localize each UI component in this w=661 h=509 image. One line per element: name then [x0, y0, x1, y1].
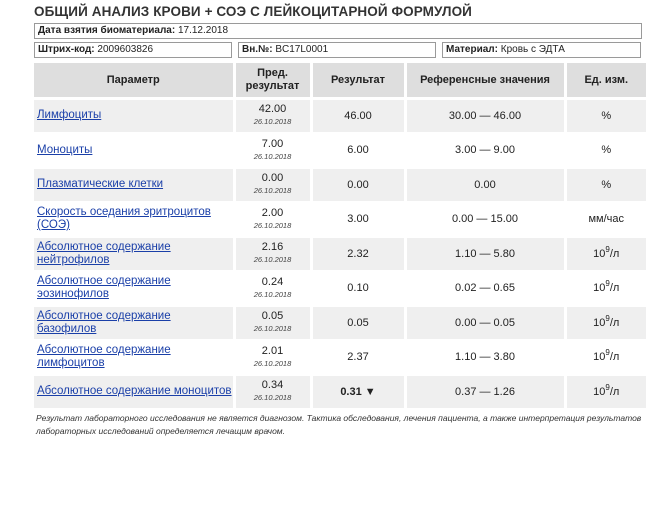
table-row [34, 202, 646, 237]
report-title: ОБЩИЙ АНАЛИЗ КРОВИ + СОЭ С ЛЕЙКОЦИТАРНОЙ ФОРМУЛОЙ [34, 4, 472, 19]
result-value: 46.00 [344, 109, 372, 122]
prev-result-value: 0.05 [261, 310, 284, 323]
prev-result-date: 26.10.2018 [253, 186, 292, 196]
param-cell [34, 340, 234, 375]
prev-result-date: 26.10.2018 [253, 358, 292, 368]
prev-result-date: 26.10.2018 [253, 393, 292, 403]
table-row [34, 133, 646, 168]
result-cell [311, 271, 405, 306]
prev-result-cell [234, 271, 311, 306]
param-link[interactable]: Моноциты [37, 143, 93, 156]
table-row [34, 271, 646, 306]
col-header-param: Параметр [34, 63, 234, 99]
reference-cell [405, 375, 565, 408]
reference-value: 0.37 — 1.26 [455, 385, 515, 398]
prev-result-cell [234, 133, 311, 168]
result-cell [311, 375, 405, 408]
result-cell [311, 237, 405, 272]
barcode-value: 2009603826 [97, 44, 154, 55]
barcode-box [34, 42, 232, 58]
prev-result-value: 2.00 [261, 206, 284, 219]
internal-number-label: Вн.№: [242, 44, 273, 55]
reference-cell [405, 99, 565, 134]
param-link[interactable]: Абсолютное содержание нейтрофилов [37, 240, 171, 266]
unit-suffix: /л [609, 282, 620, 295]
reference-value: 3.00 — 9.00 [455, 144, 515, 157]
result-value: 2.37 [347, 351, 369, 364]
result-value: 0.31 ▼ [340, 385, 376, 398]
prev-result-date: 26.10.2018 [253, 324, 292, 334]
unit-cell [565, 375, 646, 408]
prev-result-value: 0.00 [261, 172, 284, 185]
unit-base: 10 [593, 247, 606, 260]
sample-date-box [34, 23, 642, 39]
param-cell [34, 306, 234, 341]
param-cell [34, 375, 234, 408]
prev-result-date: 26.10.2018 [253, 117, 292, 127]
meta-row [34, 42, 646, 58]
unit-suffix: /л [609, 247, 620, 260]
param-cell [34, 271, 234, 306]
unit-base: 10 [593, 282, 606, 295]
results-table [34, 63, 646, 408]
disclaimer-note: Результат лабораторного исследования не является диагнозом. Тактика обследования, лечения пациента, а также интерпретация результатов лабораторных исследований определяется лечащим врачом. [36, 412, 642, 436]
unit-exponent: 9 [605, 348, 610, 358]
unit-text: % [601, 178, 612, 191]
param-cell [34, 133, 234, 168]
result-cell [311, 306, 405, 341]
unit-cell [565, 340, 646, 375]
prev-result-cell [234, 202, 311, 237]
results-header-row [34, 63, 646, 99]
reference-value: 1.10 — 5.80 [455, 247, 515, 260]
table-row [34, 99, 646, 134]
reference-cell [405, 306, 565, 341]
reference-value: 0.00 [474, 178, 496, 191]
unit-cell [565, 237, 646, 272]
result-value: 6.00 [347, 144, 369, 157]
unit-cell [565, 99, 646, 134]
unit-suffix: /л [609, 351, 620, 364]
reference-value: 1.10 — 3.80 [455, 351, 515, 364]
unit-cell [565, 306, 646, 341]
reference-cell [405, 340, 565, 375]
unit-exponent: 9 [605, 279, 610, 289]
sample-date-label: Дата взятия биоматериала: [38, 25, 176, 36]
reference-value: 0.00 — 15.00 [451, 213, 519, 226]
barcode-label: Штрих-код: [38, 44, 95, 55]
unit-text: % [601, 109, 612, 122]
unit-suffix: /л [609, 385, 620, 398]
prev-result-value: 0.24 [261, 275, 284, 288]
result-cell [311, 133, 405, 168]
material-box [442, 42, 641, 58]
material-label: Материал: [446, 44, 498, 55]
prev-result-cell [234, 375, 311, 408]
internal-number-box [238, 42, 436, 58]
unit-cell [565, 202, 646, 237]
unit-exponent: 9 [605, 244, 610, 254]
sample-date-value: 17.12.2018 [177, 25, 229, 36]
param-link[interactable]: Плазматические клетки [37, 178, 164, 191]
param-cell [34, 168, 234, 203]
param-link[interactable]: Скорость оседания эритроцитов (СОЭ) [37, 206, 211, 232]
result-value: 3.00 [347, 213, 369, 226]
param-cell [34, 99, 234, 134]
prev-result-value: 0.34 [261, 379, 284, 392]
prev-result-value: 2.16 [261, 241, 284, 254]
prev-result-cell [234, 306, 311, 341]
table-row [34, 375, 646, 408]
unit-text: % [601, 144, 612, 157]
prev-result-value: 42.00 [258, 103, 287, 116]
param-link[interactable]: Лимфоциты [37, 109, 102, 122]
result-cell [311, 340, 405, 375]
result-cell [311, 202, 405, 237]
result-cell [311, 99, 405, 134]
reference-cell [405, 133, 565, 168]
reference-value: 0.02 — 0.65 [455, 282, 515, 295]
col-header-unit: Ед. изм. [565, 63, 646, 99]
reference-cell [405, 202, 565, 237]
result-value: 0.05 [347, 316, 369, 329]
param-cell [34, 202, 234, 237]
unit-exponent: 9 [605, 382, 610, 392]
reference-value: 0.00 — 0.05 [455, 316, 515, 329]
prev-result-date: 26.10.2018 [253, 289, 292, 299]
col-header-result: Результат [311, 63, 405, 99]
unit-base: 10 [593, 316, 606, 329]
param-link[interactable]: Абсолютное содержание лимфоцитов [37, 344, 171, 370]
param-link[interactable]: Абсолютное содержание базофилов [37, 309, 171, 335]
col-header-ref: Референсные значения [405, 63, 565, 99]
unit-base: 10 [593, 385, 606, 398]
prev-result-cell [234, 99, 311, 134]
result-cell [311, 168, 405, 203]
table-row [34, 168, 646, 203]
param-link[interactable]: Абсолютное содержание эозинофилов [37, 275, 171, 301]
prev-result-value: 2.01 [261, 344, 284, 357]
unit-cell [565, 271, 646, 306]
unit-base: 10 [593, 351, 606, 364]
table-row [34, 340, 646, 375]
prev-result-cell [234, 168, 311, 203]
unit-cell [565, 168, 646, 203]
param-link[interactable]: Абсолютное содержание моноцитов [37, 385, 232, 398]
prev-result-date: 26.10.2018 [253, 255, 292, 265]
material-value: Кровь с ЭДТА [500, 44, 565, 55]
table-row [34, 237, 646, 272]
internal-number-value: BC17L0001 [275, 44, 329, 55]
col-header-prev: Пред. результат [234, 63, 311, 99]
reference-cell [405, 168, 565, 203]
param-cell [34, 237, 234, 272]
unit-text: мм/час [588, 213, 625, 226]
result-value: 2.32 [347, 247, 369, 260]
prev-result-date: 26.10.2018 [253, 220, 292, 230]
table-row [34, 306, 646, 341]
prev-result-cell [234, 340, 311, 375]
prev-result-cell [234, 237, 311, 272]
unit-exponent: 9 [605, 313, 610, 323]
reference-value: 30.00 — 46.00 [448, 109, 522, 122]
result-value: 0.00 [347, 178, 369, 191]
unit-suffix: /л [609, 316, 620, 329]
reference-cell [405, 237, 565, 272]
report [34, 0, 646, 438]
unit-cell [565, 133, 646, 168]
result-value: 0.10 [347, 282, 369, 295]
prev-result-date: 26.10.2018 [253, 151, 292, 161]
reference-cell [405, 271, 565, 306]
prev-result-value: 7.00 [261, 137, 284, 150]
